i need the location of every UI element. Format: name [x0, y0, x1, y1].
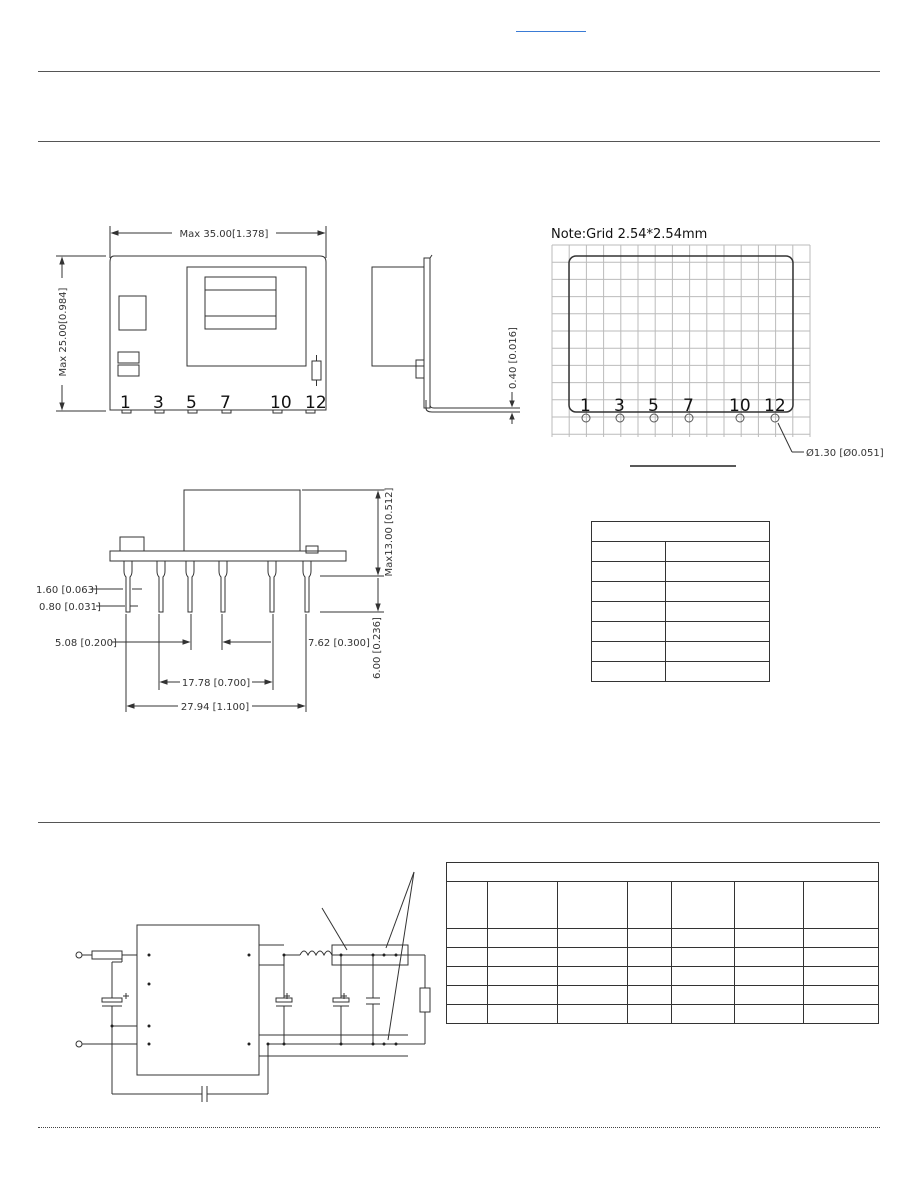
table-cell — [447, 967, 488, 986]
table-cell — [672, 967, 735, 986]
fuse — [92, 951, 122, 959]
front-pin-label: 10 — [270, 393, 292, 413]
load-resistor — [420, 988, 430, 1012]
table-cell — [628, 948, 672, 967]
footprint-pin-label: 10 — [729, 396, 751, 416]
table-cell — [447, 929, 488, 948]
table-cell — [558, 967, 628, 986]
table-cell — [447, 986, 488, 1005]
table-cell — [447, 882, 488, 929]
table-cell — [558, 882, 628, 929]
component-table — [446, 862, 879, 1024]
table-cell — [628, 882, 672, 929]
table-cell — [672, 986, 735, 1005]
table-cell — [804, 986, 879, 1005]
width-dimension: Max 35.00[1.378] — [179, 229, 269, 240]
table-cell — [735, 1005, 804, 1024]
table-cell — [804, 882, 879, 929]
table-cell — [735, 929, 804, 948]
table-cell — [804, 929, 879, 948]
footprint-pin-label: 5 — [648, 396, 659, 416]
table-cell — [447, 1005, 488, 1024]
front-pin-label: 12 — [305, 393, 327, 413]
hole-dimension: Ø1.30 [Ø0.051] — [806, 448, 884, 459]
footprint-pin-label: 1 — [580, 396, 591, 416]
span-dimension: 17.78 [0.700] — [181, 678, 251, 689]
table-cell — [672, 1005, 735, 1024]
front-pin-label: 7 — [220, 393, 231, 413]
table-cell — [488, 1005, 558, 1024]
pin-length-dimension: 6.00 [0.236] — [372, 617, 383, 679]
table-cell — [735, 948, 804, 967]
table-cell — [558, 929, 628, 948]
footprint-pin-label: 12 — [764, 396, 786, 416]
footprint-pin-label: 3 — [614, 396, 625, 416]
table-cell — [447, 948, 488, 967]
front-pin-label: 3 — [153, 393, 164, 413]
table-cell — [488, 929, 558, 948]
table-cell — [804, 1005, 879, 1024]
table-cell — [628, 986, 672, 1005]
pin-thickness-dimension: 0.40 [0.016] — [508, 327, 519, 389]
pin-width-dimension: 1.60 [0.063] — [36, 585, 98, 596]
table-cell — [672, 929, 735, 948]
table-cell — [628, 967, 672, 986]
table-cell — [488, 967, 558, 986]
table-cell — [488, 882, 558, 929]
front-pin-label: 5 — [186, 393, 197, 413]
table-cell — [558, 1005, 628, 1024]
table-cell — [735, 986, 804, 1005]
table-cell — [735, 882, 804, 929]
footprint-note: Note:Grid 2.54*2.54mm — [551, 227, 708, 242]
max-height-dimension: Max13.00 [0.512] — [384, 487, 395, 577]
table-cell — [804, 967, 879, 986]
table-cell — [558, 948, 628, 967]
table-cell — [628, 929, 672, 948]
table-cell — [672, 948, 735, 967]
table-cell — [488, 986, 558, 1005]
table-cell — [672, 882, 735, 929]
footprint-pin-label: 7 — [683, 396, 694, 416]
table-cell — [558, 986, 628, 1005]
pitch-dimension: 7.62 [0.300] — [308, 638, 370, 649]
pin-width-dimension: 0.80 [0.031] — [39, 602, 101, 613]
front-pin-label: 1 — [120, 393, 131, 413]
table-cell — [488, 948, 558, 967]
height-dimension: Max 25.00[0.984] — [58, 287, 69, 377]
table-header-cell — [447, 863, 879, 882]
span-dimension: 27.94 [1.100] — [180, 702, 250, 713]
table-cell — [735, 967, 804, 986]
pitch-dimension: 5.08 [0.200] — [55, 638, 117, 649]
table-cell — [628, 1005, 672, 1024]
table-cell — [804, 948, 879, 967]
